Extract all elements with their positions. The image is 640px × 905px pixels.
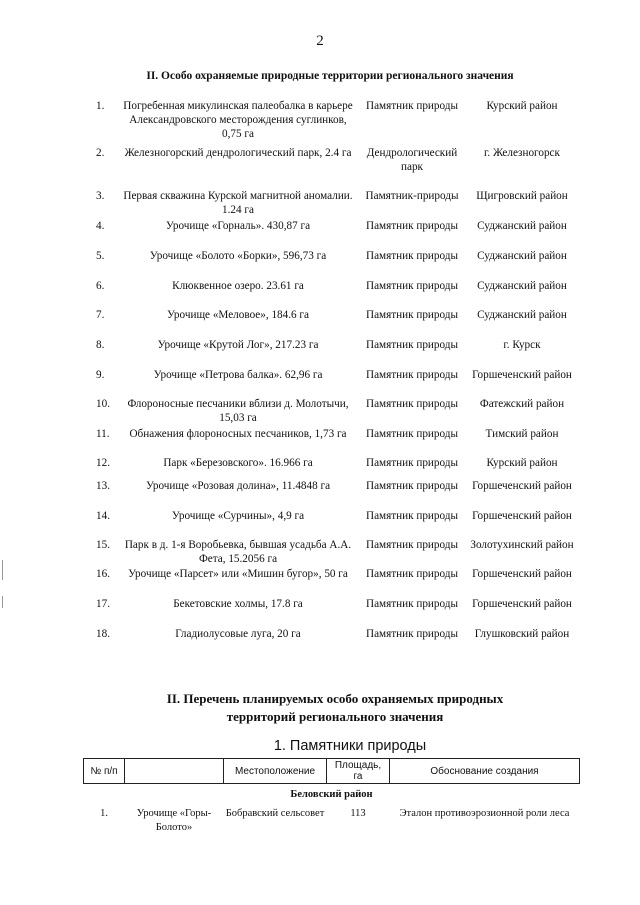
item-number: 11.	[96, 428, 110, 440]
table-header-row	[84, 759, 580, 784]
header-number: № п/п	[84, 759, 125, 784]
header-area: Площадь, га	[327, 759, 390, 784]
item-name: Урочище «Меловое», 184.6 га	[167, 309, 309, 321]
page-number: 2	[316, 33, 324, 49]
item-number: 1.	[96, 100, 105, 112]
item-type: Памятник природы	[365, 250, 458, 262]
item-type: Памятник природы	[365, 220, 458, 232]
cell-location: Бобравский сельсовет	[225, 808, 325, 819]
item-district: г. Железногорск	[484, 147, 560, 159]
section-2-title	[0, 690, 640, 726]
item-type: Памятник природы	[365, 568, 458, 580]
item-type: Памятник природы	[365, 309, 458, 321]
item-number: 9.	[96, 369, 105, 381]
item-type: Памятник природы	[365, 339, 458, 351]
item-type: Памятник природы	[365, 100, 458, 112]
item-number: 2.	[96, 147, 105, 159]
item-number: 12.	[96, 457, 110, 469]
item-number: 4.	[96, 220, 105, 232]
item-name: Урочище «Петрова балка». 62,96 га	[153, 369, 323, 381]
item-district: Горшеченский район	[472, 568, 572, 580]
item-name: Урочище «Сурчины», 4,9 га	[171, 510, 305, 522]
item-district: Тимский район	[485, 428, 559, 440]
item-number: 7.	[96, 309, 105, 321]
item-number: 16.	[96, 568, 110, 580]
item-type: Памятник природы	[365, 480, 458, 492]
item-name: Флороносные песчаники вблизи д. Молотычи, 15,03 га	[127, 398, 349, 424]
item-district: Горшеченский район	[472, 598, 572, 610]
item-district: Суджанский район	[477, 220, 567, 232]
item-name: Погребенная микулинская палеобалка в карьере Александровского месторождения суглинков, 0,75 га	[123, 100, 353, 140]
subsection-title: 1. Памятники природы	[273, 738, 427, 754]
item-number: 3.	[96, 190, 105, 202]
item-name: Клюквенное озеро. 23.61 га	[172, 280, 304, 292]
item-number: 15.	[96, 539, 110, 551]
item-number: 18.	[96, 628, 110, 640]
item-district: г. Курск	[503, 339, 541, 351]
cell-name: Урочище «Горы-Болото»	[136, 808, 212, 833]
item-type: Памятник природы	[365, 428, 458, 440]
item-name: Парк в д. 1-я Воробьевка, бывшая усадьба А.А. Фета, 15.2056 га	[124, 539, 352, 565]
item-number: 6.	[96, 280, 105, 292]
header-location: Местоположение	[224, 759, 327, 784]
section-title: II. Особо охраняемые природные территории регионального значения	[146, 70, 514, 82]
item-district: Суджанский район	[477, 280, 567, 292]
cell-area: 113	[350, 808, 366, 819]
item-name: Первая скважина Курской магнитной аномалии. 1.24 га	[123, 190, 353, 216]
header-name	[125, 759, 224, 784]
section-2-title-line: II. Перечень планируемых особо охраняемых природных	[166, 691, 504, 706]
item-type: Памятник природы	[365, 598, 458, 610]
item-number: 17.	[96, 598, 110, 610]
scan-margin-mark	[2, 596, 3, 608]
item-district: Щигровский район	[476, 190, 568, 202]
item-district: Курский район	[486, 457, 558, 469]
item-district: Глушковский район	[474, 628, 570, 640]
item-name: Обнажения флороносных песчаников, 1,73 га	[129, 428, 347, 440]
item-name: Железногорский дендрологический парк, 2.4 га	[124, 147, 352, 159]
scan-margin-mark	[2, 560, 3, 580]
item-name: Урочище «Парсет» или «Мишин бугор», 50 га	[128, 568, 348, 580]
item-type: Дендрологический парк	[366, 147, 458, 173]
item-type: Памятник природы	[365, 398, 458, 410]
item-name: Урочище «Болото «Борки», 596,73 га	[149, 250, 327, 262]
section-2-title-line: территорий регионального значения	[226, 709, 444, 724]
item-type: Памятник природы	[365, 369, 458, 381]
item-type: Памятник природы	[365, 457, 458, 469]
item-number: 14.	[96, 510, 110, 522]
item-type: Памятник природы	[365, 539, 458, 551]
item-number: 10.	[96, 398, 110, 410]
item-district: Горшеченский район	[472, 369, 572, 381]
item-type: Памятник-природы	[365, 190, 459, 202]
item-district: Суджанский район	[477, 250, 567, 262]
header-reason: Обоснование создания	[390, 759, 580, 784]
item-name: Парк «Березовского». 16.966 га	[163, 457, 313, 469]
item-district: Горшеченский район	[472, 510, 572, 522]
item-type: Памятник природы	[365, 280, 458, 292]
item-district: Горшеченский район	[472, 480, 572, 492]
item-type: Памятник природы	[365, 510, 458, 522]
item-district: Суджанский район	[477, 309, 567, 321]
item-district: Курский район	[486, 100, 558, 112]
cell-number: 1.	[100, 808, 108, 819]
item-name: Гладиолусовые луга, 20 га	[175, 628, 301, 640]
item-name: Урочище «Крутой Лог», 217.23 га	[157, 339, 319, 351]
district-name: Беловский район	[290, 789, 373, 800]
item-name: Урочище «Розовая долина», 11.4848 га	[145, 480, 331, 492]
table-row	[84, 807, 580, 835]
cell-reason: Эталон противоэрозионной роли леса	[399, 808, 570, 819]
item-number: 13.	[96, 480, 110, 492]
item-number: 5.	[96, 250, 105, 262]
item-name: Бекетовские холмы, 17.8 га	[173, 598, 303, 610]
item-district: Фатежский район	[479, 398, 565, 410]
district-row	[84, 784, 580, 808]
planned-sites-table	[83, 758, 580, 835]
item-district: Золотухинский район	[470, 539, 574, 551]
item-number: 8.	[96, 339, 105, 351]
item-type: Памятник природы	[365, 628, 458, 640]
item-name: Урочище «Горналь». 430,87 га	[165, 220, 311, 232]
